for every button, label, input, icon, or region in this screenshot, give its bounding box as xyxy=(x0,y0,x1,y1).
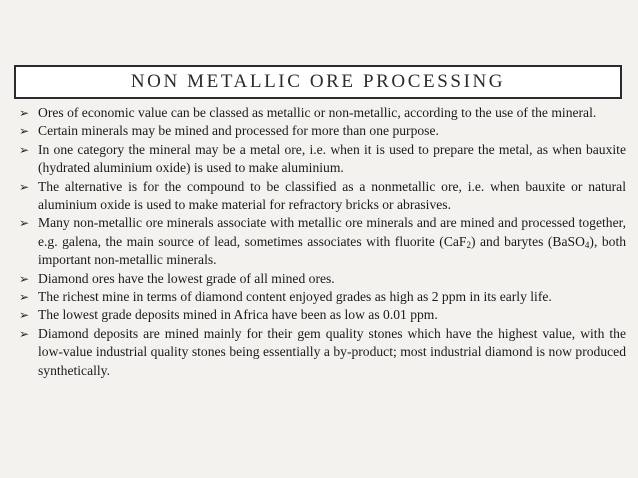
bullet-text-before: Many non-metallic ore minerals associate with metallic ore minerals and are mined and processed together, e.g. galena, the main source of lead, sometimes associates with fluorite (CaF xyxy=(38,215,626,249)
bullet-list xyxy=(14,104,626,380)
bullet-text-mid: ) and barytes (BaSO xyxy=(471,233,585,249)
list-item xyxy=(14,270,626,288)
list-item xyxy=(14,141,626,178)
list-item xyxy=(14,104,626,122)
subscript-2: 2 xyxy=(466,239,471,250)
list-item xyxy=(14,178,626,215)
arrowhead-bullet-icon: ➢ xyxy=(19,179,30,194)
arrowhead-bullet-icon: ➢ xyxy=(19,216,30,231)
list-item xyxy=(14,325,626,380)
list-item xyxy=(14,306,626,324)
arrowhead-bullet-icon: ➢ xyxy=(19,142,30,157)
bullet-text: Diamond deposits are mined mainly for their gem quality stones which have the highest value, with the low-value industrial quality stones being essentially a by-product; most industrial diamond is now produced synthetically. xyxy=(38,325,626,378)
list-item xyxy=(14,122,626,140)
arrowhead-bullet-icon: ➢ xyxy=(19,326,30,341)
subscript-4: 4 xyxy=(584,239,590,250)
list-item xyxy=(14,288,626,306)
list-item xyxy=(14,214,626,269)
bullet-text: In one category the mineral may be a metal ore, i.e. when it is used to prepare the metal, as when bauxite (hydrated aluminium oxide) is used to make aluminium. xyxy=(38,141,626,176)
bullet-text: The alternative is for the compound to be classified as a nonmetallic ore, i.e. when bauxite or natural aluminium oxide is used to make material for refractory bricks or abrasives. xyxy=(38,178,626,213)
arrowhead-bullet-icon: ➢ xyxy=(19,308,30,323)
bullet-text: The richest mine in terms of diamond content enjoyed grades as high as 2 ppm in its early life. xyxy=(38,289,552,305)
arrowhead-bullet-icon: ➢ xyxy=(19,271,30,286)
bullet-text: The lowest grade deposits mined in Africa have been as low as 0.01 ppm. xyxy=(38,307,438,323)
bullet-text: Ores of economic value can be classed as metallic or non-metallic, according to the use of the mineral. xyxy=(38,105,597,120)
arrowhead-bullet-icon: ➢ xyxy=(19,106,30,120)
arrowhead-bullet-icon: ➢ xyxy=(19,124,30,139)
bullet-text: Diamond ores have the lowest grade of all mined ores. xyxy=(38,270,335,286)
bullet-text: Certain minerals may be mined and processed for more than one purpose. xyxy=(38,123,439,139)
arrowhead-bullet-icon: ➢ xyxy=(19,290,30,305)
title-bar xyxy=(14,65,622,99)
bullet-text-after: ), both important non-metallic minerals. xyxy=(38,233,627,268)
page-title: NON METALLIC ORE PROCESSING xyxy=(130,71,506,92)
